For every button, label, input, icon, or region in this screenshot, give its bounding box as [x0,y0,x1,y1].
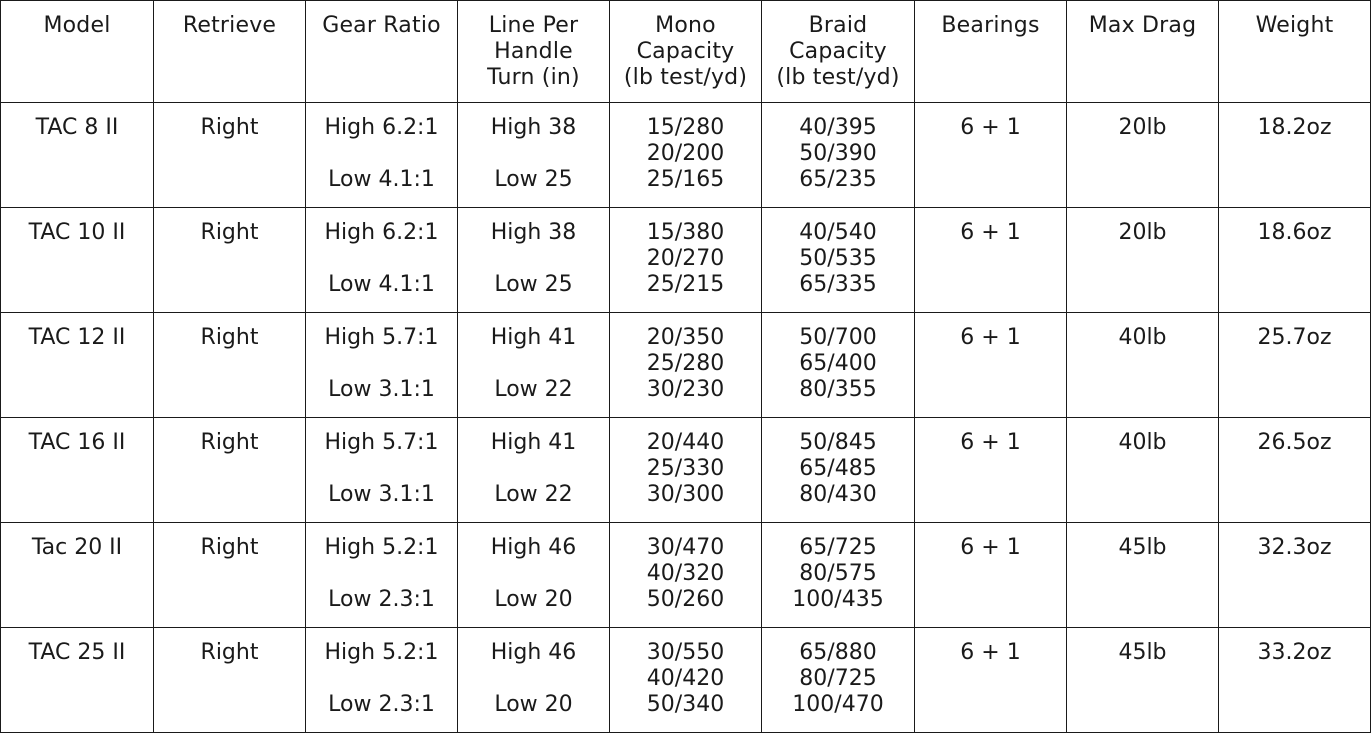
gear-ratio-cell [306,628,458,733]
braid-capacity-cell-value: 50/535 [799,246,877,271]
model-cell: TAC 16 II [1,418,154,523]
braid-capacity-cell-value: 100/435 [792,587,884,612]
bearings-cell: 6 + 1 [915,103,1067,208]
model-cell: TAC 10 II [1,208,154,313]
model-cell: Tac 20 II [1,523,154,628]
max-drag-cell: 20lb [1067,208,1219,313]
line-per-turn-cell-low: Low 22 [494,377,573,402]
braid-capacity-cell [762,103,915,208]
gear-ratio-cell [306,418,458,523]
column-header-mono-capacity [610,1,762,103]
line-per-turn-cell [458,208,610,313]
column-header-braid-capacity [762,1,915,103]
column-header-text: Mono [655,13,716,38]
braid-capacity-cell-value: 80/725 [799,666,877,691]
column-header-gear-ratio [306,1,458,103]
model-cell: TAC 25 II [1,628,154,733]
braid-capacity-cell-value: 50/700 [799,325,877,350]
braid-capacity-cell-value: 80/575 [799,561,877,586]
braid-capacity-cell-value: 80/430 [799,482,877,507]
braid-capacity-cell-value: 40/395 [799,115,877,140]
table-row [1,103,1371,208]
braid-capacity-cell-value: 40/540 [799,220,877,245]
mono-capacity-cell-value: 15/380 [646,220,725,245]
bearings-cell: 6 + 1 [915,628,1067,733]
braid-capacity-cell-value: 50/845 [799,430,877,455]
mono-capacity-cell-value: 40/320 [646,561,725,586]
header-row [1,1,1371,103]
table-row [1,208,1371,313]
gear-ratio-cell-low: Low 2.3:1 [328,692,435,717]
weight-cell: 25.7oz [1219,313,1371,418]
model-cell: TAC 8 II [1,103,154,208]
braid-capacity-cell [762,628,915,733]
gear-ratio-cell-low: Low 4.1:1 [328,167,435,192]
column-header-text: Handle [494,39,573,64]
braid-capacity-cell [762,208,915,313]
gear-ratio-cell-high: High 5.7:1 [324,430,439,455]
mono-capacity-cell-value: 40/420 [646,666,725,691]
table-row [1,313,1371,418]
table-body [1,103,1371,733]
retrieve-cell: Right [154,103,306,208]
column-header-text: Bearings [941,13,1040,38]
weight-cell: 32.3oz [1219,523,1371,628]
table-row [1,418,1371,523]
weight-cell: 33.2oz [1219,628,1371,733]
bearings-cell: 6 + 1 [915,208,1067,313]
line-per-turn-cell-high: High 46 [490,640,577,665]
column-header-line-per-handle-turn [458,1,610,103]
mono-capacity-cell-value: 50/260 [646,587,725,612]
line-per-turn-cell-low: Low 20 [494,692,573,717]
retrieve-cell: Right [154,628,306,733]
max-drag-cell: 40lb [1067,418,1219,523]
gear-ratio-cell [306,523,458,628]
braid-capacity-cell-value: 65/880 [799,640,877,665]
braid-capacity-cell-value: 50/390 [799,141,877,166]
gear-ratio-cell-high: High 6.2:1 [324,220,439,245]
gear-ratio-cell-high: High 6.2:1 [324,115,439,140]
mono-capacity-cell-value: 25/280 [646,351,725,376]
line-per-turn-cell-low: Low 25 [494,272,573,297]
line-per-turn-cell [458,628,610,733]
max-drag-cell: 20lb [1067,103,1219,208]
mono-capacity-cell-value: 20/270 [646,246,725,271]
mono-capacity-cell-value: 20/200 [646,141,725,166]
mono-capacity-cell [610,313,762,418]
max-drag-cell: 40lb [1067,313,1219,418]
mono-capacity-cell [610,103,762,208]
column-header-text: Gear Ratio [322,13,441,38]
line-per-turn-cell-low: Low 20 [494,587,573,612]
mono-capacity-cell-value: 20/350 [646,325,725,350]
mono-capacity-cell-value: 15/280 [646,115,725,140]
line-per-turn-cell [458,103,610,208]
max-drag-cell: 45lb [1067,523,1219,628]
column-header-text: (lb test/yd) [776,65,900,90]
mono-capacity-cell [610,418,762,523]
gear-ratio-cell-low: Low 3.1:1 [328,377,435,402]
gear-ratio-cell-high: High 5.2:1 [324,640,439,665]
max-drag-cell: 45lb [1067,628,1219,733]
column-header-retrieve [154,1,306,103]
mono-capacity-cell-value: 20/440 [646,430,725,455]
model-cell: TAC 12 II [1,313,154,418]
braid-capacity-cell-value: 65/400 [799,351,877,376]
table-row [1,523,1371,628]
weight-cell: 26.5oz [1219,418,1371,523]
line-per-turn-cell-high: High 46 [490,535,577,560]
line-per-turn-cell-high: High 38 [490,115,577,140]
line-per-turn-cell-high: High 38 [490,220,577,245]
braid-capacity-cell-value: 100/470 [792,692,884,717]
gear-ratio-cell [306,103,458,208]
column-header-text: Weight [1255,13,1334,38]
braid-capacity-cell [762,313,915,418]
column-header-text: (lb test/yd) [623,65,748,90]
retrieve-cell: Right [154,418,306,523]
gear-ratio-cell-low: Low 2.3:1 [328,587,435,612]
retrieve-cell: Right [154,208,306,313]
gear-ratio-cell-high: High 5.7:1 [324,325,439,350]
mono-capacity-cell-value: 25/215 [646,272,725,297]
column-header-weight [1219,1,1371,103]
gear-ratio-cell [306,313,458,418]
braid-capacity-cell-value: 65/235 [799,167,877,192]
line-per-turn-cell [458,418,610,523]
mono-capacity-cell [610,628,762,733]
mono-capacity-cell [610,523,762,628]
gear-ratio-cell-low: Low 4.1:1 [328,272,435,297]
mono-capacity-cell-value: 30/300 [646,482,725,507]
gear-ratio-cell [306,208,458,313]
braid-capacity-cell-value: 65/725 [799,535,877,560]
bearings-cell: 6 + 1 [915,523,1067,628]
column-header-model [1,1,154,103]
line-per-turn-cell [458,313,610,418]
weight-cell: 18.2oz [1219,103,1371,208]
gear-ratio-cell-high: High 5.2:1 [324,535,439,560]
braid-capacity-cell [762,523,915,628]
column-header-text: Capacity [789,39,887,64]
column-header-text: Retrieve [182,13,277,38]
braid-capacity-cell [762,418,915,523]
line-per-turn-cell-low: Low 22 [494,482,573,507]
mono-capacity-cell-value: 50/340 [646,692,725,717]
mono-capacity-cell-value: 25/165 [646,167,725,192]
retrieve-cell: Right [154,313,306,418]
mono-capacity-cell-value: 30/470 [646,535,725,560]
bearings-cell: 6 + 1 [915,313,1067,418]
column-header-text: Max Drag [1088,13,1197,38]
line-per-turn-cell [458,523,610,628]
column-header-bearings [915,1,1067,103]
mono-capacity-cell [610,208,762,313]
column-header-text: Braid [808,13,868,38]
line-per-turn-cell-high: High 41 [490,325,577,350]
mono-capacity-cell-value: 25/330 [646,456,725,481]
braid-capacity-cell-value: 65/335 [799,272,877,297]
weight-cell: 18.6oz [1219,208,1371,313]
column-header-max-drag [1067,1,1219,103]
column-header-text: Line Per [488,13,579,38]
table-row [1,628,1371,733]
column-header-text: Model [43,13,111,38]
line-per-turn-cell-low: Low 25 [494,167,573,192]
gear-ratio-cell-low: Low 3.1:1 [328,482,435,507]
braid-capacity-cell-value: 80/355 [799,377,877,402]
retrieve-cell: Right [154,523,306,628]
column-header-text: Capacity [636,39,735,64]
bearings-cell: 6 + 1 [915,418,1067,523]
mono-capacity-cell-value: 30/230 [646,377,725,402]
line-per-turn-cell-high: High 41 [490,430,577,455]
column-header-text: Turn (in) [487,65,580,90]
mono-capacity-cell-value: 30/550 [646,640,725,665]
braid-capacity-cell-value: 65/485 [799,456,877,481]
